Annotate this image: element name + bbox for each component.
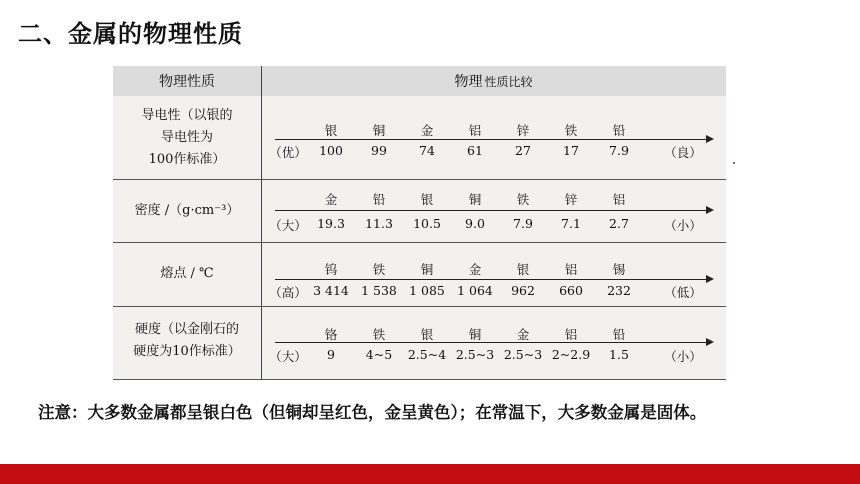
metal-name: 铁 — [372, 327, 386, 342]
row-label-line: 硬度（以金刚石的 — [134, 322, 239, 337]
metal-name: 铜 — [468, 327, 482, 342]
row-label-melting-point — [113, 243, 261, 305]
metal-value: 61 — [467, 143, 483, 158]
metal-name: 铁 — [564, 123, 578, 138]
order-end-label: （小） — [664, 218, 702, 233]
footer-accent-bar — [0, 464, 860, 484]
metal-value: 2.5~3 — [455, 347, 495, 362]
metal-value: 2.5~4 — [407, 347, 447, 362]
metal-value: 1.5 — [609, 347, 629, 362]
metal-name: 银 — [420, 192, 434, 207]
metal-name: 铅 — [612, 123, 626, 138]
note-text: 注意：大多数金属都呈银白色（但铜却呈红色，金呈黄色）；在常温下，大多数金属是固体。 — [38, 403, 707, 422]
row-label-line: 硬度为10作标准） — [133, 344, 241, 359]
metal-name: 铝 — [564, 327, 578, 342]
header-comparison-sub: 性质比较 — [484, 74, 533, 89]
slide-title: 二、金属的物理性质 — [18, 20, 243, 48]
order-start-label: （大） — [269, 349, 307, 364]
row-label-conductivity — [113, 98, 261, 178]
header-property: 物理性质 — [159, 74, 215, 90]
table-header — [113, 66, 726, 96]
metal-value: 3 414 — [313, 283, 349, 298]
metal-name: 铅 — [612, 327, 626, 342]
metal-value: 7.1 — [561, 216, 581, 231]
metal-name: 铁 — [372, 262, 386, 277]
row-divider — [113, 306, 726, 307]
metal-value: 27 — [515, 143, 531, 158]
metal-value: 7.9 — [513, 216, 533, 231]
order-arrow — [275, 342, 707, 343]
order-start-label: （高） — [269, 285, 307, 300]
order-end-label: （小） — [664, 349, 702, 364]
metal-name: 铝 — [468, 123, 482, 138]
metal-name: 铜 — [372, 123, 386, 138]
metal-name: 锌 — [516, 123, 530, 138]
order-start-label: （优） — [269, 145, 307, 160]
metal-value: 962 — [511, 283, 535, 298]
metal-name: 银 — [420, 327, 434, 342]
order-arrow — [275, 279, 707, 280]
metal-value: 7.9 — [609, 143, 629, 158]
metal-name: 金 — [516, 327, 530, 342]
row-label-line: 导电性为 — [160, 130, 213, 145]
metal-value: 19.3 — [317, 216, 345, 231]
row-label-line: 导电性（以银的 — [141, 108, 233, 123]
properties-table — [113, 66, 726, 380]
metal-name: 铅 — [372, 192, 386, 207]
metal-value: 10.5 — [413, 216, 441, 231]
metal-value: 9 — [327, 347, 335, 362]
metal-value: 11.3 — [365, 216, 393, 231]
metal-value: 1 085 — [409, 283, 445, 298]
metal-name: 银 — [324, 123, 338, 138]
metal-name: 金 — [420, 123, 434, 138]
metal-value: 100 — [319, 143, 343, 158]
order-end-label: （良） — [664, 145, 702, 160]
order-start-label: （大） — [269, 218, 307, 233]
metal-name: 金 — [468, 262, 482, 277]
order-arrow — [275, 210, 707, 211]
metal-name: 铝 — [564, 262, 578, 277]
table-bottom-border — [113, 379, 726, 380]
metal-name: 铝 — [612, 192, 626, 207]
order-arrow — [275, 139, 707, 140]
metal-value: 2.7 — [609, 216, 629, 231]
metal-value: 99 — [371, 143, 387, 158]
metal-name: 银 — [516, 262, 530, 277]
metal-value: 4~5 — [365, 347, 393, 362]
metal-value: 17 — [563, 143, 579, 158]
metal-name: 钨 — [324, 262, 338, 277]
row-label-line: 100作标准） — [148, 152, 226, 167]
metal-name: 铬 — [324, 327, 338, 342]
metal-name: 铁 — [516, 192, 530, 207]
metal-name: 金 — [324, 192, 338, 207]
row-label-line: 密度 /（g·cm⁻³） — [134, 203, 240, 218]
metal-value: 74 — [419, 143, 435, 158]
metal-value: 232 — [607, 283, 631, 298]
metal-value: 9.0 — [465, 216, 485, 231]
scan-speck — [733, 162, 735, 164]
metal-name: 铜 — [420, 262, 434, 277]
row-label-hardness — [113, 309, 261, 373]
metal-value: 1 064 — [457, 283, 493, 298]
metal-name: 锌 — [564, 192, 578, 207]
metal-value: 1 538 — [361, 283, 397, 298]
metal-value: 2.5~3 — [503, 347, 543, 362]
metal-value: 2~2.9 — [551, 347, 591, 362]
header-comparison — [261, 66, 726, 96]
row-label-line: 熔点 / ℃ — [160, 266, 214, 281]
metal-value: 660 — [559, 283, 583, 298]
row-label-density — [113, 180, 261, 242]
metal-name: 铜 — [468, 192, 482, 207]
column-divider — [261, 66, 262, 380]
order-end-label: （低） — [664, 285, 702, 300]
metal-name: 锡 — [612, 262, 626, 277]
header-comparison-main: 物理 — [454, 74, 483, 90]
